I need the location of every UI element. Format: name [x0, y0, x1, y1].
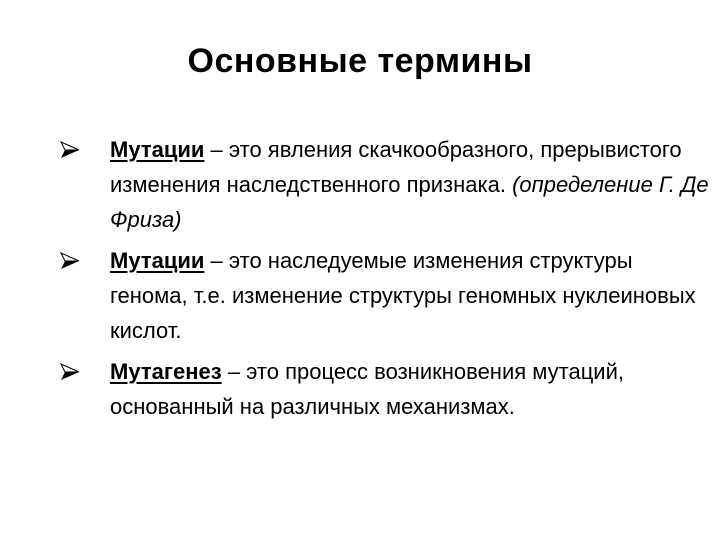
term-list: [60, 132, 710, 430]
term-mutagenesis: Мутагенез: [110, 359, 222, 384]
slide-title-text: Основные термины: [187, 42, 533, 80]
list-item: [60, 243, 710, 348]
arrowhead-bullet-icon: [60, 363, 80, 381]
slide-title: [0, 42, 720, 81]
term-mutations-2: Мутации: [110, 248, 205, 273]
term-definition-1: – это явления скачкообразного, прерывистого изменения наследственного признака.: [110, 137, 682, 197]
term-mutations-1: Мутации: [110, 137, 205, 162]
term-definition-3: – это процесс возникновения мутаций, основанный на различных механизмах.: [110, 359, 624, 419]
list-item: [60, 354, 710, 424]
arrowhead-bullet-icon: [60, 141, 80, 159]
definition-reference: (определение Г. Де Фриза): [110, 172, 709, 232]
arrowhead-bullet-icon: [60, 252, 80, 270]
term-definition-2: – это наследуемые изменения структуры генома, т.е. изменение структуры геномных нуклеиновых кислот.: [110, 248, 696, 343]
list-item: [60, 132, 710, 237]
